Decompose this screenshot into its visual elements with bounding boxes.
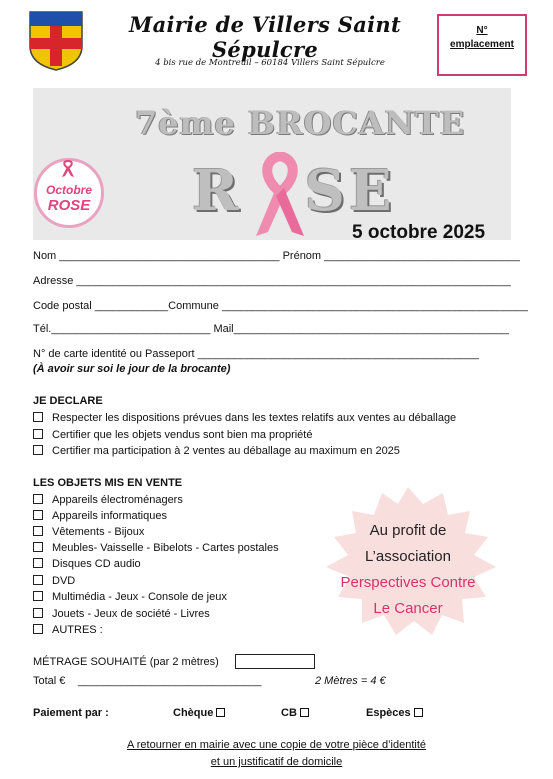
return-instruction-line-1: A retourner en mairie avec une copie de votre pièce d’identité: [126, 739, 426, 751]
object-item-label: Meubles- Vaisselle - Bibelots - Cartes postales: [52, 542, 279, 554]
payment-option-label: CB: [281, 707, 297, 719]
checkbox[interactable]: [33, 575, 43, 585]
price-rate: 2 Mètres = 4 €: [315, 675, 386, 687]
event-date: 5 octobre 2025: [352, 222, 486, 243]
slot-number-box: [437, 14, 527, 76]
payment-label: Paiement par :: [33, 707, 109, 719]
badge-line-1: Octobre: [45, 183, 92, 197]
charity-message: [322, 518, 494, 622]
rose-title-right: SE: [304, 158, 396, 224]
rose-title-left: R: [192, 158, 243, 224]
charity-line-1: Au profit de: [369, 522, 447, 539]
object-item-label: AUTRES :: [52, 624, 103, 636]
object-item-label: Multimédia - Jeux - Console de jeux: [52, 591, 227, 603]
mini-ribbon-icon: [58, 160, 78, 178]
field-adresse[interactable]: Adresse _______________________________________________________________________: [33, 275, 511, 287]
declare-item[interactable]: [33, 412, 456, 424]
checkbox[interactable]: [33, 542, 43, 552]
object-item[interactable]: [33, 575, 75, 587]
charity-line-4: Le Cancer: [373, 600, 443, 617]
checkbox[interactable]: [33, 429, 43, 439]
payment-option-cheque[interactable]: [173, 707, 225, 719]
charity-line-3: Perspectives Contre: [340, 574, 476, 591]
checkbox[interactable]: [33, 591, 43, 601]
declare-item[interactable]: [33, 429, 312, 441]
object-item-label: DVD: [52, 575, 76, 587]
object-item[interactable]: [33, 494, 183, 506]
checkbox[interactable]: [33, 608, 43, 618]
slot-label-number: N°: [476, 25, 488, 36]
field-identity-card[interactable]: N° de carte identité ou Passeport ______________________________________________: [33, 348, 480, 360]
edition-number: 7ème: [135, 104, 236, 142]
town-hall-title: Mairie de Villers Saint Sépulcre: [129, 12, 401, 62]
metrage-input[interactable]: [235, 654, 315, 669]
metrage-label: MÉTRAGE SOUHAITÉ (par 2 mètres): [33, 656, 219, 668]
object-item[interactable]: [33, 558, 141, 570]
object-item-label: Appareils électroménagers: [52, 494, 183, 506]
checkbox[interactable]: [33, 494, 43, 504]
checkbox[interactable]: [33, 510, 43, 520]
badge-line-2: ROSE: [47, 197, 91, 214]
declare-item-label: Certifier ma participation à 2 ventes au déballage au maximum en 2025: [52, 445, 400, 457]
field-nom-prenom[interactable]: Nom ____________________________________ Prénom ________________________________: [33, 250, 520, 262]
declare-heading: JE DECLARE: [33, 395, 103, 407]
payment-option-label: Espèces: [366, 707, 411, 719]
checkbox[interactable]: [33, 526, 43, 536]
checkbox[interactable]: [33, 558, 43, 568]
checkbox[interactable]: [414, 708, 423, 717]
payment-option-cb[interactable]: [281, 707, 309, 719]
declare-item-label: Certifier que les objets vendus sont bien ma propriété: [52, 429, 313, 441]
town-hall-address: 4 bis rue de Montreuil – 60184 Villers Saint Sépulcre: [155, 58, 385, 68]
payment-option-label: Chèque: [173, 707, 214, 719]
objects-heading: LES OBJETS MIS EN VENTE: [33, 477, 183, 489]
checkbox[interactable]: [33, 445, 43, 455]
checkbox[interactable]: [33, 412, 43, 422]
object-item[interactable]: [33, 591, 227, 603]
checkbox[interactable]: [33, 624, 43, 634]
object-item-label: Disques CD audio: [52, 558, 141, 570]
object-item-label: Vêtements - Bijoux: [52, 526, 145, 538]
checkbox[interactable]: [300, 708, 309, 717]
event-edition-title: [135, 104, 465, 142]
declare-item-label: Respecter les dispositions prévues dans les textes relatifs aux ventes au déballage: [52, 412, 457, 424]
total-label: Total €: [33, 675, 66, 687]
checkbox[interactable]: [216, 708, 225, 717]
pink-ribbon-icon: [252, 152, 308, 238]
object-item[interactable]: [33, 608, 210, 620]
edition-word: BROCANTE: [247, 104, 466, 142]
object-item[interactable]: [33, 624, 103, 636]
object-item[interactable]: [33, 510, 167, 522]
identity-card-note: (À avoir sur soi le jour de la brocante): [33, 363, 231, 375]
declare-item[interactable]: [33, 445, 400, 457]
town-crest-logo: [28, 10, 84, 72]
payment-option-especes[interactable]: [366, 707, 423, 719]
charity-line-2: L’association: [365, 548, 451, 565]
return-instruction-line-2: et un justificatif de domicile: [210, 756, 343, 768]
field-tel-mail[interactable]: Tél.__________________________ Mail_____________________________________________: [33, 323, 509, 335]
object-item-label: Jouets - Jeux de société - Livres: [52, 608, 210, 620]
object-item[interactable]: [33, 526, 144, 538]
object-item-label: Appareils informatiques: [52, 510, 167, 522]
object-item[interactable]: [33, 542, 279, 554]
total-input-line[interactable]: ______________________________: [78, 675, 262, 687]
slot-label-word: emplacement: [450, 39, 514, 50]
field-code-postal-commune[interactable]: Code postal ____________Commune __________________________________________________: [33, 300, 528, 312]
